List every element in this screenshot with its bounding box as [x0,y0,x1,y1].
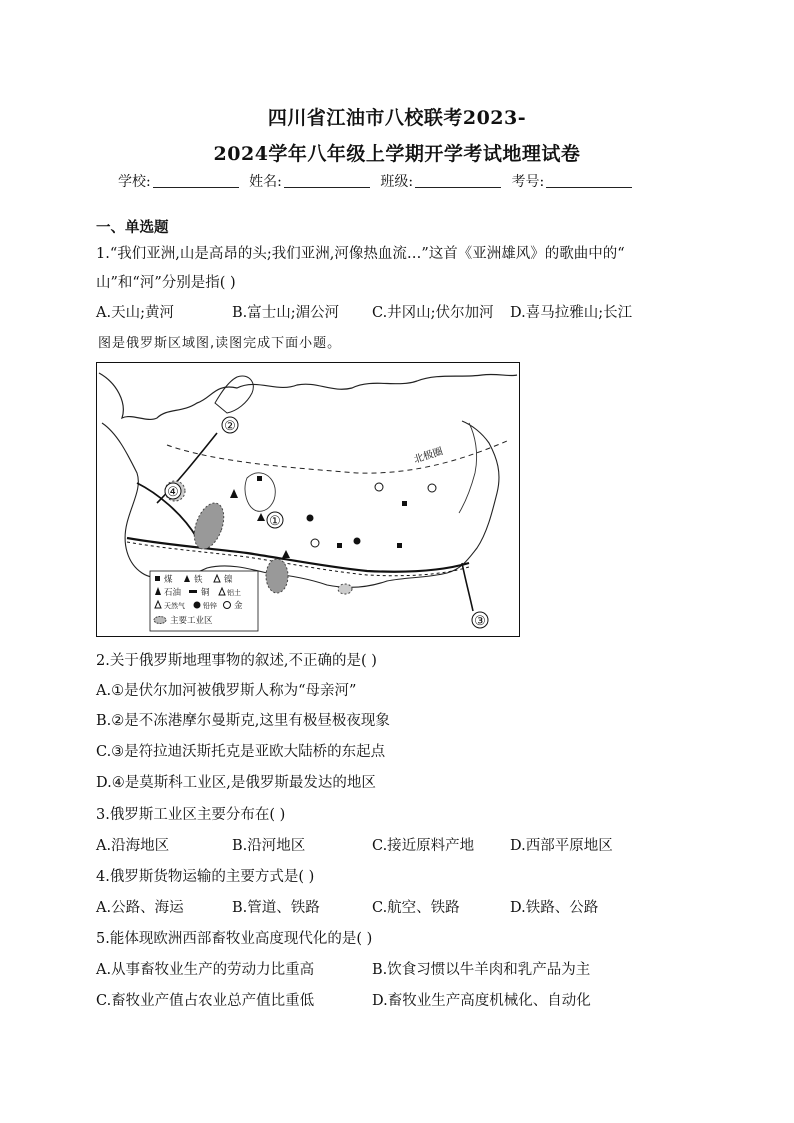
q2-option-b[interactable]: B.②是不冻港摩尔曼斯克,这里有极昼极夜现象 [96,713,390,729]
q5-option-d[interactable]: D.畜牧业生产高度机械化、自动化 [372,993,591,1009]
class-label: 班级: [380,174,414,190]
q4-option-c[interactable]: C.航空、铁路 [372,900,460,916]
q1-option-c[interactable]: C.井冈山;伏尔加河 [372,305,494,321]
name-blank[interactable] [284,173,370,188]
q4-option-a[interactable]: A.公路、海运 [96,900,184,916]
map-note: 图是俄罗斯区域图,读图完成下面小题。 [98,336,342,351]
q5-stem: 5.能体现欧洲西部畜牧业高度现代化的是( ) [96,931,373,947]
id-label: 考号: [511,174,545,190]
q4-option-d[interactable]: D.铁路、公路 [510,900,599,916]
arctic-circle-label: 北极圈 [412,446,445,466]
marker-4: ④ [167,485,179,500]
q1-option-b[interactable]: B.富士山;湄公河 [232,305,340,321]
legend-leadzinc: 铅锌 [203,602,217,610]
exam-title-line1: 四川省江油市八校联考2023- [267,107,527,129]
q5-option-b[interactable]: B.饮食习惯以牛羊肉和乳产品为主 [372,962,591,978]
id-blank[interactable] [546,173,632,188]
q3-option-c[interactable]: C.接近原料产地 [372,838,475,854]
q1-stem-line1: 1.“我们亚洲,山是高昂的头;我们亚洲,河像热血流…”这首《亚洲雄风》的歌曲中的“ [96,246,625,262]
q2-option-d[interactable]: D.④是莫斯科工业区,是俄罗斯最发达的地区 [96,775,376,791]
q4-stem: 4.俄罗斯货物运输的主要方式是( ) [96,869,315,885]
marker-2: ② [224,419,236,434]
marker-3: ③ [474,614,486,629]
school-label: 学校: [118,174,151,190]
q3-option-b[interactable]: B.沿河地区 [232,838,306,854]
russia-map [96,362,520,637]
legend-nickel: 镍 [224,575,233,585]
legend-oil: 石油 [164,588,182,598]
legend-iron: 铁 [194,575,203,585]
q3-option-a[interactable]: A.沿海地区 [96,838,170,854]
section-heading: 一、单选题 [96,219,169,236]
legend-gas: 天然气 [164,602,185,610]
exam-title-line2: 2024学年八年级上学期开学考试地理试卷 [213,143,581,165]
q2-option-a[interactable]: A.①是伏尔加河被俄罗斯人称为“母亲河” [96,683,357,699]
q1-option-a[interactable]: A.天山;黄河 [96,305,174,321]
student-info-row [118,171,638,191]
school-blank[interactable] [153,173,239,188]
q1-stem-line2: 山”和“河”分别是指( ) [96,275,236,291]
marker-1: ① [269,514,281,529]
q2-option-c[interactable]: C.③是符拉迪沃斯托克是亚欧大陆桥的东起点 [96,744,386,760]
legend-copper: 铜 [201,588,210,598]
name-label: 姓名: [249,174,282,190]
q5-option-a[interactable]: A.从事畜牧业生产的劳动力比重高 [96,962,315,978]
q3-stem: 3.俄罗斯工业区主要分布在( ) [96,807,286,823]
legend-coal: 煤 [164,575,173,585]
legend-gold: 金 [234,601,243,611]
legend-bauxite: 铝土 [227,589,241,597]
q1-option-d[interactable]: D.喜马拉雅山;长江 [510,305,633,321]
q5-option-c[interactable]: C.畜牧业产值占农业总产值比重低 [96,993,315,1009]
map-legend [150,571,258,631]
class-blank[interactable] [415,173,501,188]
legend-industrial: 主要工业区 [170,616,213,626]
q4-option-b[interactable]: B.管道、铁路 [232,900,320,916]
q2-stem: 2.关于俄罗斯地理事物的叙述,不正确的是( ) [96,653,377,669]
q3-option-d[interactable]: D.西部平原地区 [510,838,613,854]
